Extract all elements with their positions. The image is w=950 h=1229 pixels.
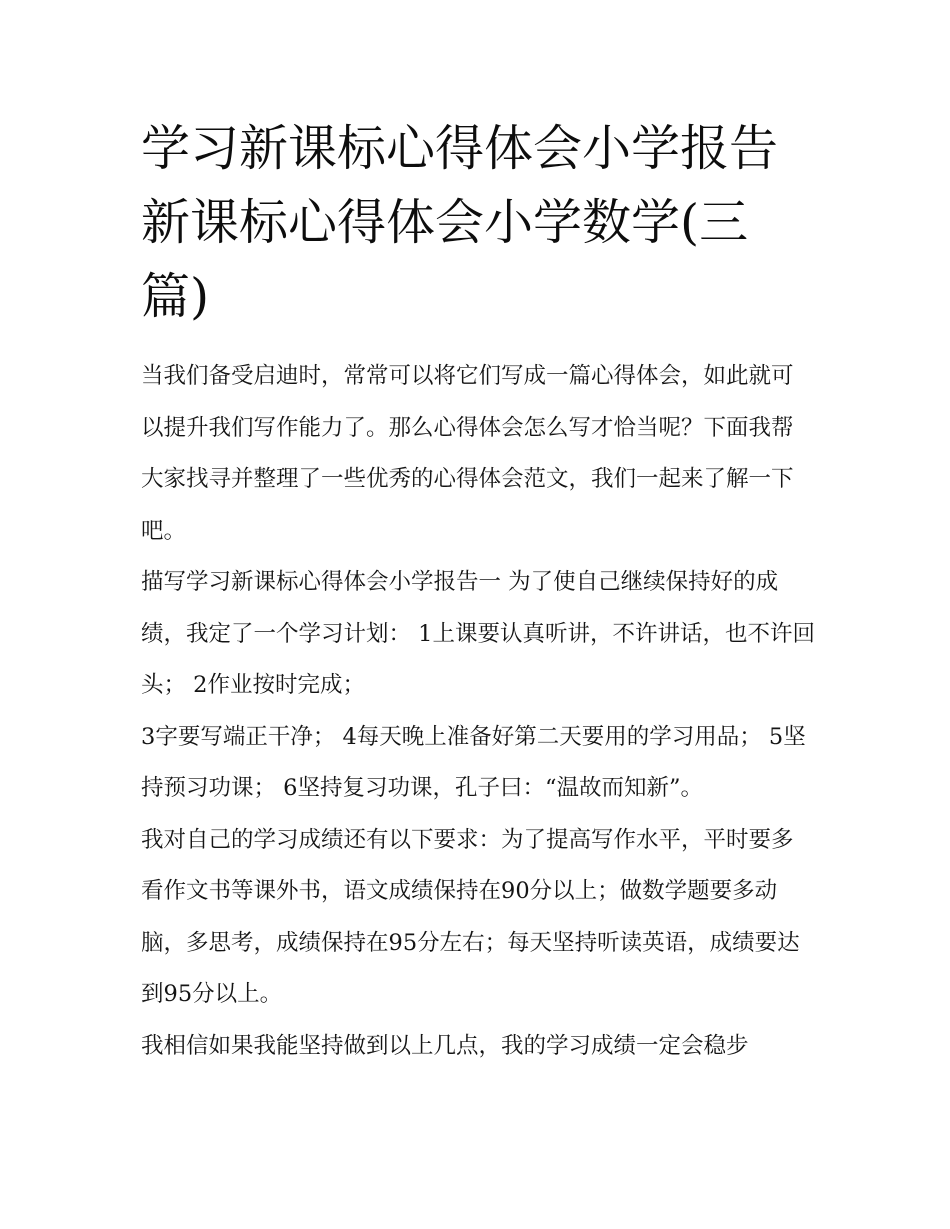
paragraph-study-plan: 描写学习新课标心得体会小学报告一 为了使自己继续保持好的成绩，我定了一个学习计划： 1上课要认真听讲，不许讲话，也不许回头； 2作业按时完成； bbox=[141, 569, 815, 698]
document-content bbox=[141, 112, 815, 1072]
paragraph-study-plan-continued: 3字要写端正干净； 4每天晚上准备好第二天要用的学习用品； 5坚持预习功课； 6坚持复习功课，孔子曰：“温故而知新”。 bbox=[141, 723, 806, 801]
document-title: 学习新课标心得体会小学报告新课标心得体会小学数学(三篇) bbox=[141, 120, 779, 325]
paragraph-conclusion: 我相信如果我能坚持做到以上几点，我的学习成绩一定会稳步 bbox=[141, 1032, 749, 1059]
paragraph-grade-requirements: 我对自己的学习成绩还有以下要求：为了提高写作水平，平时要多看作文书等课外书，语文成绩保持在90分以上；做数学题要多动脑，多思考，成绩保持在95分左右；每天坚持听读英语，成绩要达到95分以上。 bbox=[141, 826, 800, 1007]
paragraph-intro: 当我们备受启迪时，常常可以将它们写成一篇心得体会，如此就可以提升我们写作能力了。那么心得体会怎么写才恰当呢？下面我帮大家找寻并整理了一些优秀的心得体会范文，我们一起来了解一下吧。 bbox=[141, 363, 794, 544]
